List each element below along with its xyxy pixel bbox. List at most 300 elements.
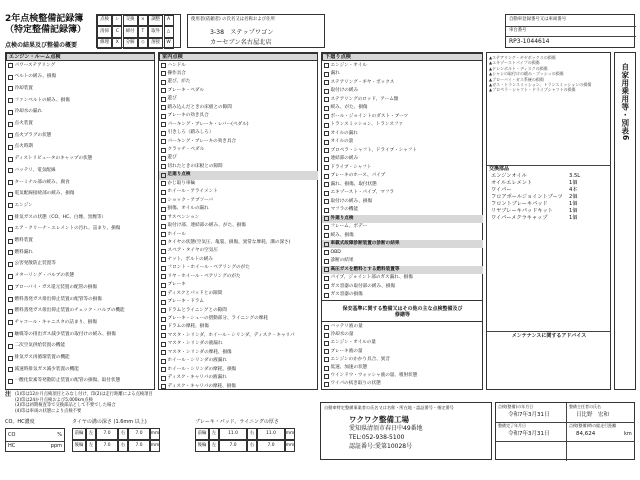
inspection-date-label: 点検(整備)の年月日 [498,404,534,409]
check-item [159,231,318,239]
check-item-label: ドラムとライニングとの隙間 [167,307,227,313]
check-box[interactable] [8,250,13,255]
check-item [322,249,483,257]
check-item-label: 触媒等の排出ガス減少装置の取付けの緩み、損傷 [14,331,116,337]
check-box[interactable] [324,191,329,196]
check-box[interactable] [8,309,13,314]
footnote-line: (1)印は12か月点検項目とみなし付け、印(2)は走行距離による点検項目 [15,392,153,397]
footnote-label: 注 [5,391,12,398]
legend-cell: 溶接 [148,38,163,49]
footnote-line: (2)印は24か月点検および5,000km点検 [15,397,93,403]
measure-value: 7.0 [96,428,118,440]
check-item [6,108,155,116]
check-item [322,291,483,299]
check-box[interactable] [161,114,166,119]
check-item [322,62,483,70]
check-box[interactable] [8,75,13,80]
check-box[interactable] [8,203,13,208]
check-item-label: チャコール・キャニスタの詰まり、損傷 [14,319,97,325]
check-item-label: 漏れ、損傷、取付状態 [330,181,377,187]
check-item-label: ドライブ・シャフト [330,164,372,170]
check-item-label: パイプ、ジョイント部のガス漏れ、損傷 [330,275,413,280]
notes-area: ▲ステアリング・ギヤボックスの損傷 ▲エキゾーストパイプの損傷 ▲ドレンボルト・ディスクの損傷 ▲シャシの取付けの緩み・ブッシュの損傷 ▲ブローバイ・ガス系統の損傷 ▲ガス・トランスミッション、トランスミッションの損傷 ▲プロペラ・シャフト・ドライブシャフトの損傷 [489,55,592,93]
measure-value: 7.0 [257,440,285,452]
check-item-label: かじ取り車輪 [167,180,196,186]
check-box[interactable] [161,232,166,237]
check-item [159,298,318,306]
check-box[interactable] [324,148,329,153]
wheel-label: 後輪 [72,440,86,452]
check-item-label: ブローバイ・ガス還元装置の配管の損傷 [14,284,97,290]
check-box[interactable] [324,97,329,102]
check-item [159,129,318,137]
check-item [322,215,483,223]
check-item [322,274,483,282]
check-item [322,181,483,189]
check-item-label: ステアリングのロッド、アーム類 [330,96,399,102]
footnotes [5,391,315,414]
completion-date: 令和7年3月31日 [508,431,550,437]
footnote-line: (4)印は車両の状態により点検不要 [15,408,82,414]
check-box[interactable] [161,308,166,313]
check-box[interactable] [324,374,329,379]
engine-room-section [5,52,155,390]
check-item-label: エンジン・オイル [330,62,367,68]
shop-label: 自動車特定整備事業者の氏名又は名称・所在地・認証番号・指定番号 [324,405,454,410]
check-box[interactable] [324,140,329,145]
check-item [322,87,483,95]
check-item [6,167,155,175]
inspection-date: 令和7年3月31日 [508,412,550,418]
check-box[interactable] [161,173,166,178]
odometer-value: 84,624 [576,431,596,437]
check-box[interactable] [324,366,329,371]
check-item [159,357,318,365]
advice-title: メンテナンスに関するアドバイス [511,333,587,339]
check-box[interactable] [324,382,329,387]
check-item-label: OBD [330,249,341,255]
check-box[interactable] [161,300,166,305]
check-item [159,340,318,348]
check-box[interactable] [324,63,329,68]
check-item-label: 点火プラグの状態 [14,132,52,138]
check-item [159,104,318,112]
check-item-label: ステアリング・ギヤ・ボックス [330,79,395,85]
check-item-label: 操作具合 [167,70,186,76]
check-item [6,377,155,385]
check-box[interactable] [161,207,166,212]
check-item [322,147,483,155]
check-item-label: 電気配線接続部の緩み、損傷 [14,191,75,197]
check-item-label: ディスク・キャリパの液漏れ [167,375,227,381]
check-item-label: ワイパの拭き取りの状態 [330,381,381,387]
check-item-label: 排気ガスの状態（CO、HC、白煙、黒煙等） [14,214,107,220]
check-item-label: ディスク・キャリパの摩耗、損傷 [167,383,236,389]
check-item-label: ナット、ボルトの緩み [167,256,213,262]
check-item [159,374,318,382]
check-item [159,154,318,162]
check-box[interactable] [324,72,329,77]
check-box[interactable] [324,259,329,264]
check-item-label: 点火装置 [14,121,33,126]
co-hc-box [5,428,65,452]
check-box[interactable] [324,182,329,187]
check-item [159,180,318,188]
check-box[interactable] [324,123,329,128]
check-item-label: 一酸化炭素等発散防止装置の配管の損傷、取付状態 [14,378,121,384]
check-box[interactable] [161,198,166,203]
check-item [159,95,318,103]
check-item [6,260,155,268]
check-box[interactable] [161,148,166,153]
measure-unit: mm [285,440,295,452]
check-box[interactable] [324,106,329,111]
engine-room-title: エンジン・ルーム点検 [6,53,155,61]
check-box[interactable] [324,341,329,346]
check-item [6,179,155,187]
check-item [6,366,155,374]
right-panel [486,52,611,390]
check-box[interactable] [161,376,166,381]
check-box[interactable] [161,224,166,229]
shop-name: ワクワク整備工場 [349,415,409,424]
legend-cell: 交換 [123,15,138,26]
check-item-label: 低速、加速の状態 [330,365,368,370]
check-item [322,257,483,265]
check-box[interactable] [8,332,13,337]
check-item-label: タイヤの状態(空気圧、亀裂、損傷、異常な摩耗、溝の深さ) [167,239,291,245]
legend-cell: 調整 [148,15,163,26]
check-box[interactable] [161,88,166,93]
check-box[interactable] [324,131,329,136]
wheel-label: 前輪 [72,428,86,440]
check-box[interactable] [161,63,166,68]
check-box[interactable] [8,285,13,290]
check-item [159,62,318,70]
check-box[interactable] [161,181,166,186]
check-box[interactable] [161,215,166,220]
check-item-label: ガス容器の損傷 [330,292,363,297]
check-item-label: サスペンション [167,214,200,220]
completion-date-label: 整備完了年月日 [498,423,526,428]
check-item [6,331,155,339]
check-item [159,112,318,120]
check-box[interactable] [161,350,166,355]
side-label: 右 [247,440,257,452]
check-item [6,225,155,233]
check-item [322,155,483,163]
check-box[interactable] [8,367,13,372]
check-item-label: マスタ・シリンダの摩耗、損傷 [167,349,232,355]
check-box[interactable] [8,192,13,197]
check-item [322,364,483,372]
check-box[interactable] [161,257,166,262]
check-item [159,256,318,264]
check-box[interactable] [324,250,329,255]
check-item-label: エンジンのかかり具合、異音 [330,356,390,362]
check-box[interactable] [324,293,329,298]
co-hc-label: CO、HC濃度 [5,419,35,425]
check-item [159,315,318,323]
record-subtitle: （特定整備記録簿） [5,25,87,35]
check-item-label: エンジン・オイルの量 [330,340,376,346]
check-box[interactable] [8,215,13,220]
check-box[interactable] [324,267,329,272]
check-box[interactable] [161,249,166,254]
check-box[interactable] [8,180,13,185]
check-box[interactable] [324,174,329,179]
check-item-label: 取付けの緩み、損傷 [330,198,373,204]
check-item-label: 引きしろ（踏みしろ） [167,130,214,136]
side-label: 右 [247,428,257,440]
check-box[interactable] [8,297,13,302]
vehicle-model: 3-38 ステップワゴン [210,29,274,36]
check-box[interactable] [324,349,329,354]
check-item [159,197,318,205]
check-item-label: ブレーキ液の量 [330,348,363,354]
check-item-label: ガス容器の取付部の緩み、損傷 [330,283,396,289]
supply-item: リヤブレーキパッドキット 1個 [491,208,578,214]
check-box[interactable] [161,105,166,110]
supply-item: ワイパー 4本 [491,187,578,193]
check-box[interactable] [161,266,166,271]
check-box[interactable] [161,317,166,322]
check-box[interactable] [161,325,166,330]
check-box[interactable] [324,276,329,281]
check-item [159,214,318,222]
side-label: 左 [86,440,96,452]
check-box[interactable] [161,283,166,288]
check-item-label: クラッチ・ペダル [167,147,205,152]
check-item [6,272,155,280]
dates-box [495,402,635,460]
legend-cell: 締付 [123,26,138,37]
check-item [159,78,318,86]
check-item-label: ホイール・アライメント [167,189,218,195]
odometer-label: 点検(整備)時の総走行距離 [569,423,617,428]
legend-cell: X [112,38,122,49]
footnote-line: (3)印は初期検査等で交換部品として不要でした場合 [15,403,116,408]
check-box[interactable] [161,384,166,389]
check-item-label: エキゾースト・パイプ、マフラ [330,190,395,195]
check-item [159,222,318,230]
check-item-label: 取付けの緩み [330,88,359,93]
check-item-label: 連結部の緩み [330,156,359,161]
supplies-title: 交換部品 [489,166,510,172]
summary-title: 点検の結果及び整備の概要 [5,42,78,49]
side-label: 左 [209,428,219,440]
check-box[interactable] [8,157,13,162]
check-box[interactable] [8,86,13,91]
check-box[interactable] [161,190,166,195]
check-box[interactable] [8,168,13,173]
check-item-label: ファンベルトの緩み、損傷 [14,97,70,103]
check-item [159,264,318,272]
check-item-label: メターリング・バルブの状態 [14,273,75,279]
check-box[interactable] [161,139,166,144]
side-label: 左 [209,440,219,452]
check-box[interactable] [8,344,13,349]
co-unit: % [57,432,62,438]
check-box[interactable] [324,333,329,338]
owner-label: 使用者(依頼者) の氏名又は名称および住所 [191,17,275,22]
check-item [322,283,483,291]
check-box[interactable] [8,63,13,68]
check-box[interactable] [324,165,329,170]
check-item [159,70,318,78]
check-box[interactable] [324,325,329,330]
check-box[interactable] [161,71,166,76]
check-item-label: 燃料蒸発ガス排出抑止装置のチェック・バルブの機能 [14,308,125,314]
check-item [6,143,155,151]
brake-thickness-label: ブレーキ・パッド、ライニングの厚さ [195,419,279,425]
check-item-label: ブレーキ・ドラム [167,299,205,305]
tire-depth-label: タイヤの溝の深さ (1.6mm 以上) [72,419,147,425]
check-item-label: ホイール・シリンダの液漏れ [167,358,227,364]
check-item-label: ブレーキの効き具合 [167,113,209,119]
legend-cell: × [138,15,148,26]
check-item-label: 高圧ガスを燃料とする燃料装置等 [330,266,400,272]
check-box[interactable] [161,122,166,127]
wheel-label: 後輪 [195,440,209,452]
check-box[interactable] [324,242,329,247]
check-item-label: バッテリ、電気配線 [14,167,56,173]
check-item-label: 冷却水の量 [330,332,354,338]
supply-item: ワイパーメクラキャップ 1個 [491,215,578,221]
check-item-label: 冷却装置 [14,85,33,91]
check-item-label: バッテリ液の量 [330,324,363,329]
check-box[interactable] [324,157,329,162]
check-box[interactable] [8,98,13,103]
check-item [159,138,318,146]
check-item [159,281,318,289]
check-box[interactable] [324,114,329,119]
legend-cell: 点検 [97,15,112,26]
mechanic-name: 日比野 宏和 [576,412,610,418]
check-item [322,198,483,206]
measure-value: 7.0 [128,440,150,452]
side-label: 右 [118,428,128,440]
measure-value: 7.0 [219,440,247,452]
check-item-label: パーキング・ブレーキの効き具合 [167,138,237,144]
check-item-label: ディスクとパッドとの隙間 [167,290,223,296]
check-box[interactable] [324,357,329,362]
check-item-label: オイルの量 [330,139,354,144]
check-item [159,171,318,179]
check-box[interactable] [161,274,166,279]
check-box[interactable] [161,97,166,102]
check-item [322,223,483,231]
maintenance-title: 保安基準に関する整備又はその他の主な点検整備及び修繕等 [322,300,483,322]
check-box[interactable] [161,367,166,372]
check-box[interactable] [8,133,13,138]
check-item [159,290,318,298]
check-box[interactable] [8,227,13,232]
side-label-box [614,52,636,390]
record-title: 2年点検整備記録簿 [5,14,84,24]
check-box[interactable] [324,80,329,85]
check-item [322,240,483,248]
check-item-label: ホイール・シリンダの摩耗、損傷 [167,366,237,372]
check-item [159,188,318,196]
legend-cell: 分解 [123,38,138,49]
check-item-label: ショック・アブソーバ [167,197,214,203]
check-item [6,85,155,93]
check-box[interactable] [161,164,166,169]
legend-cell: △ [164,26,174,37]
check-item [6,190,155,198]
check-box[interactable] [8,379,13,384]
check-box[interactable] [324,216,329,221]
check-box[interactable] [324,284,329,289]
check-box[interactable] [161,359,166,364]
check-box[interactable] [8,122,13,127]
check-item [159,121,318,129]
underbody-title: 下廻り点検 [322,53,483,61]
check-box[interactable] [8,274,13,279]
check-item-label: ウインドウ・ウォッシャ液の量、噴射状態 [330,373,418,379]
check-item [6,342,155,350]
check-box[interactable] [324,233,329,238]
measure-unit: mm [285,428,295,440]
check-item-label: 足廻り点検 [167,172,191,178]
check-box[interactable] [8,110,13,115]
check-item [322,113,483,121]
measure-value: 11.0 [219,428,247,440]
check-item-label: エア・クリーナ・エレメントの汚れ、詰まり、損傷 [14,226,121,232]
check-item-label: ターミナル部の緩み、腐食 [14,179,70,185]
check-box[interactable] [161,333,166,338]
supply-item: エンジンオイル 3.5L [491,173,581,179]
check-item-label: 外廻り点検 [330,215,354,221]
side-label: 右 [118,440,128,452]
check-box[interactable] [161,131,166,136]
check-box[interactable] [8,262,13,267]
legend-cell: 清掃 [97,26,112,37]
check-box[interactable] [8,356,13,361]
cabin-section [158,52,318,390]
check-item [322,138,483,146]
check-item [322,339,483,347]
check-box[interactable] [8,239,13,244]
legend-box [96,14,181,48]
check-box[interactable] [324,225,329,230]
check-item [159,383,318,391]
check-box[interactable] [161,156,166,161]
check-box[interactable] [324,208,329,213]
check-item [6,319,155,327]
check-item-label: 燃料蒸発ガス排出抑止装置の配管等の損傷 [14,296,102,302]
check-item-label: オイルの漏れ [330,130,358,136]
check-item-label: 損傷、オイルの漏れ [167,206,209,212]
measure-value: 7.0 [128,428,150,440]
check-box[interactable] [161,80,166,85]
check-box[interactable] [161,291,166,296]
check-item-label: 燃料漏れ [14,249,33,255]
check-item-label: ボール・ジョイントのダスト・ブーツ [330,113,409,119]
shop-tel: TEL:052-938-5100 [349,434,405,441]
co-label: CO [8,432,16,438]
check-box[interactable] [8,320,13,325]
check-box[interactable] [161,240,166,245]
check-box[interactable] [161,342,166,347]
check-box[interactable] [324,89,329,94]
check-item [322,206,483,214]
check-box[interactable] [324,199,329,204]
check-item-label: ベルトの緩み、損傷 [14,74,57,80]
check-item [322,164,483,172]
check-box[interactable] [8,145,13,150]
